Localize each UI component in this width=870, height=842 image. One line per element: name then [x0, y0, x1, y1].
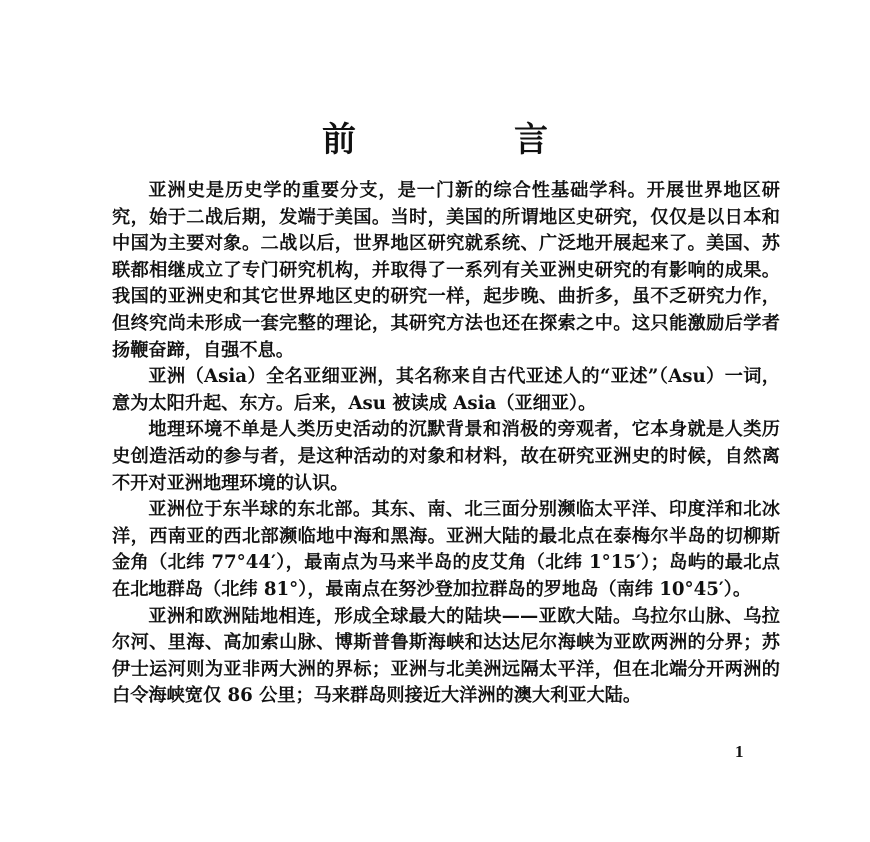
paragraph-4: 亚洲位于东半球的东北部。其东、南、北三面分别濒临太平洋、印度洋和北冰洋，西南亚的西北部濒临地中海和黑海。亚洲大陆的最北点在泰梅尔半岛的切柳斯金角（北纬 77°44′），最南点为马来半岛的皮艾角（北纬 1°15′）；岛屿的最北点在北地群岛（北纬 81°），最南点在努沙登加拉群岛的罗地岛（南纬 10°45′）。: [112, 499, 780, 600]
paragraph-2: 亚洲（Asia）全名亚细亚洲，其名称来自古代亚述人的“亚述”（Asu）一词，意为太阳升起、东方。后来，Asu 被读成 Asia（亚细亚）。: [112, 366, 780, 414]
page-title: 前 言: [322, 120, 610, 160]
body-text: [112, 178, 780, 710]
paragraph-3: 地理环境不单是人类历史活动的沉默背景和消极的旁观者，它本身就是人类历史创造活动的参与者，是这种活动的对象和材料，故在研究亚洲史的时候，自然离不开对亚洲地理环境的认识。: [112, 419, 780, 494]
page-number: 1: [735, 742, 744, 761]
paragraph-5: 亚洲和欧洲陆地相连，形成全球最大的陆块——亚欧大陆。乌拉尔山脉、乌拉尔河、里海、高加索山脉、博斯普鲁斯海峡和达达尼尔海峡为亚欧两洲的分界；苏伊士运河则为亚非两大洲的界标；亚洲与北美洲远隔太平洋，但在北端分开两洲的白令海峡宽仅 86 公里；马来群岛则接近大洋洲的澳大利亚大陆。: [112, 605, 780, 707]
paragraph-1: 亚洲史是历史学的重要分支，是一门新的综合性基础学科。开展世界地区研究，始于二战后期，发端于美国。当时，美国的所谓地区史研究，仅仅是以日本和中国为主要对象。二战以后，世界地区研究就系统、广泛地开展起来了。美国、苏联都相继成立了专门研究机构，并取得了一系列有关亚洲史研究的有影响的成果。我国的亚洲史和其它世界地区史的研究一样，起步晚、曲折多，虽不乏研究力作，但终究尚未形成一套完整的理论，其研究方法也还在探索之中。这只能激励后学者扬鞭奋蹄，自强不息。: [112, 180, 780, 361]
